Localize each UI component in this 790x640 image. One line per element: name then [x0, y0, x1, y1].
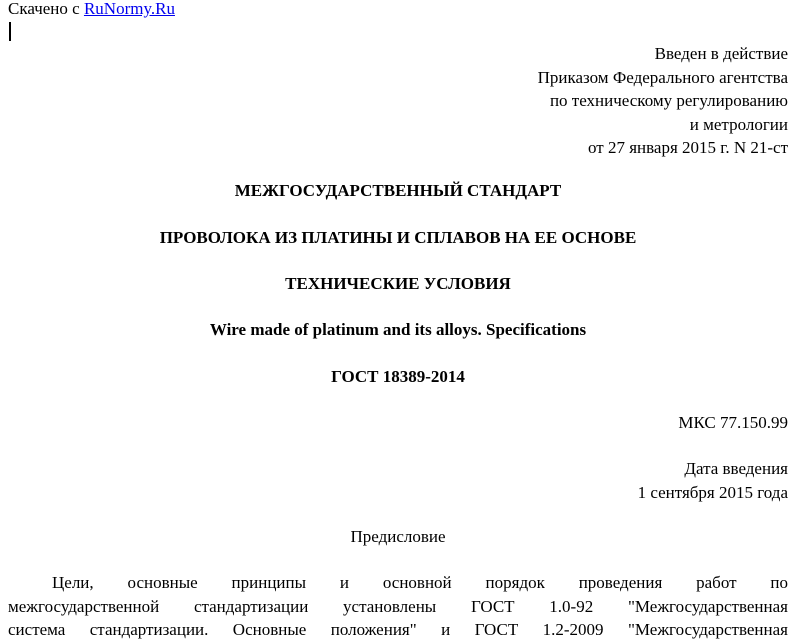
mks-code: МКС 77.150.99	[678, 413, 788, 432]
preface-heading: Предисловие	[350, 527, 446, 546]
enactment-line: от 27 января 2015 г. N 21-ст	[587, 138, 788, 157]
preface-line: Цели, основные принципы и основной порядок проведения работ по	[52, 573, 788, 592]
enactment-line: Приказом Федерального агентства	[537, 67, 788, 87]
gost-number: ГОСТ 18389-2014	[331, 367, 465, 386]
document-title-english: Wire made of platinum and its alloys. Specifications	[209, 320, 587, 339]
enactment-line: и метрологии	[689, 114, 788, 134]
enactment-line: по техническому регулированию	[549, 91, 788, 110]
document-subtitle: ТЕХНИЧЕСКИЕ УСЛОВИЯ	[285, 274, 511, 293]
preface-paragraph	[8, 571, 788, 640]
effective-date-block	[638, 457, 788, 504]
standard-type-heading: МЕЖГОСУДАРСТВЕННЫЙ СТАНДАРТ	[234, 181, 562, 200]
enactment-block	[538, 42, 788, 160]
effective-date-label: Дата введения	[684, 459, 788, 478]
preface-line: межгосударственной стандартизации установлены ГОСТ 1.0-92 "Межгосударственная	[8, 596, 788, 616]
document-title: ПРОВОЛОКА ИЗ ПЛАТИНЫ И СПЛАВОВ НА ЕЕ ОСНОВЕ	[159, 228, 637, 247]
source-line	[8, 0, 175, 20]
preface-line: система стандартизации. Основные положения" и ГОСТ 1.2-2009 "Межгосударственная	[8, 620, 788, 639]
enactment-line: Введен в действие	[654, 44, 788, 63]
text-cursor	[9, 22, 11, 41]
source-link[interactable]: RuNormy.Ru	[83, 0, 175, 18]
effective-date-value: 1 сентября 2015 года	[637, 482, 788, 502]
source-prefix: Скачено с	[8, 0, 84, 18]
